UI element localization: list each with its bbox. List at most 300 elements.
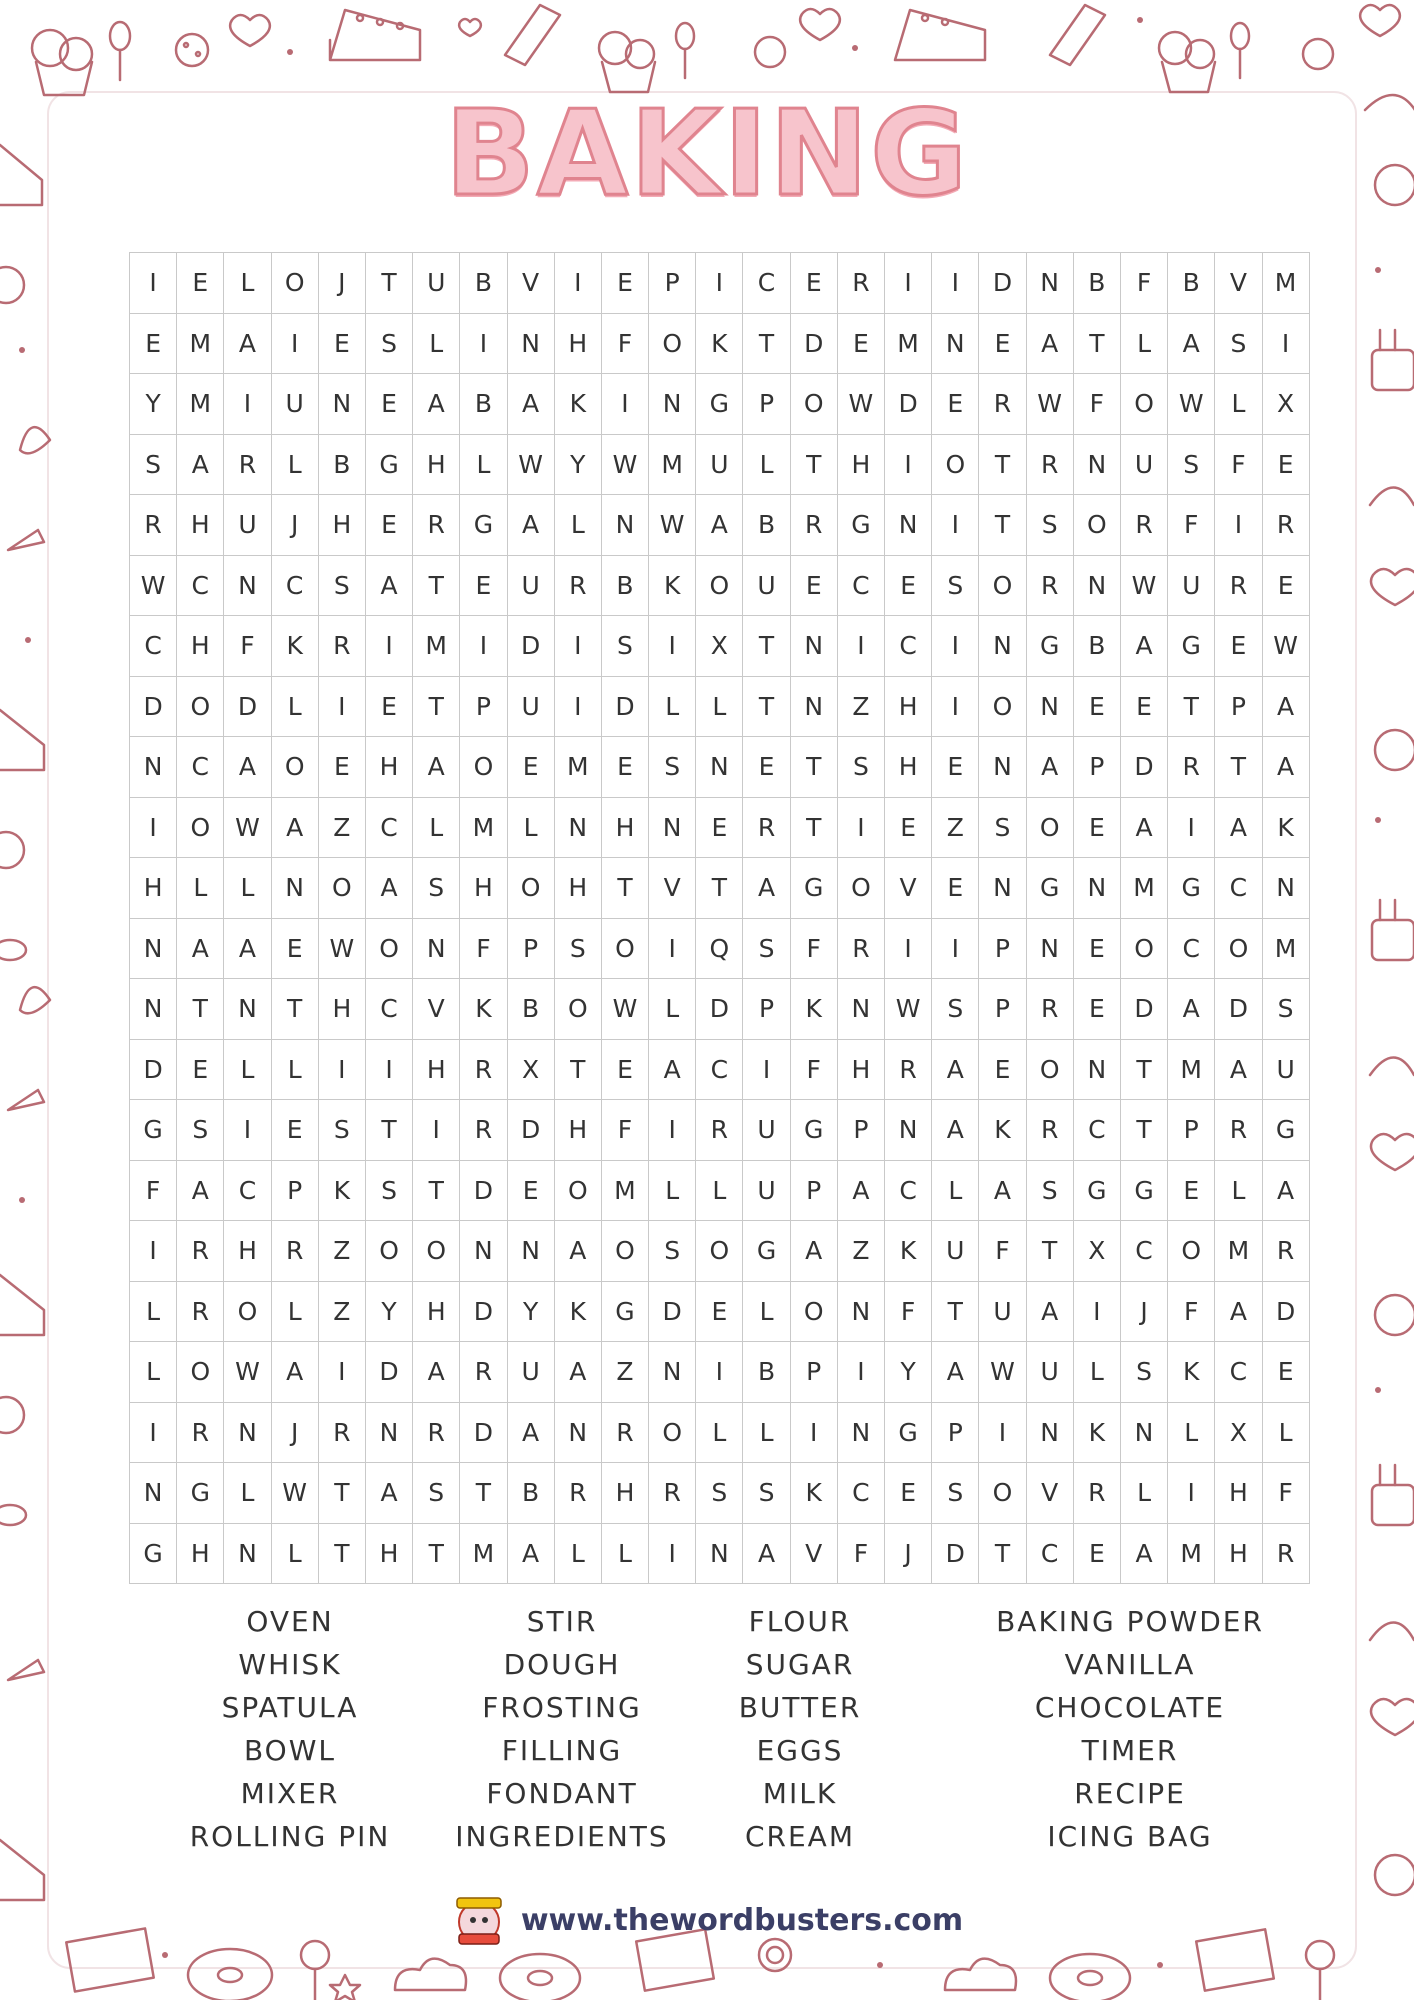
cookie-icon	[0, 1397, 24, 1433]
grid-cell: O	[1121, 919, 1168, 980]
grid-cell: N	[696, 737, 743, 798]
cookie-icon	[0, 832, 24, 868]
spoon-icon	[676, 23, 694, 78]
grid-cell: I	[979, 1403, 1026, 1464]
grid-cell: L	[272, 435, 319, 496]
grid-cell: R	[177, 1403, 224, 1464]
grid-cell: P	[932, 1403, 979, 1464]
word-search-grid	[129, 252, 1310, 1584]
grid-cell: O	[696, 1221, 743, 1282]
grid-cell: E	[1263, 556, 1310, 617]
grid-cell: M	[1168, 1040, 1215, 1101]
grid-cell: E	[602, 253, 649, 314]
grid-cell: G	[838, 495, 885, 556]
birthday-cake-icon	[1372, 330, 1414, 390]
word-column-3	[700, 1600, 900, 1858]
grid-cell: O	[791, 374, 838, 435]
grid-cell: F	[791, 1040, 838, 1101]
grid-cell: L	[649, 677, 696, 738]
grid-cell: E	[979, 1040, 1026, 1101]
grid-cell: I	[932, 677, 979, 738]
grid-cell: X	[1074, 1221, 1121, 1282]
grid-cell: I	[130, 798, 177, 859]
grid-cell: J	[272, 495, 319, 556]
grid-cell: I	[602, 374, 649, 435]
heart-icon	[459, 19, 481, 36]
grid-cell: K	[979, 1100, 1026, 1161]
grid-cell: G	[1263, 1100, 1310, 1161]
grid-cell: W	[272, 1463, 319, 1524]
grid-cell: U	[224, 495, 271, 556]
grid-cell: E	[1074, 677, 1121, 738]
grid-cell: D	[979, 253, 1026, 314]
word-item: ROLLING PIN	[189, 1820, 391, 1853]
grid-cell: O	[979, 677, 1026, 738]
grid-cell: T	[1121, 1040, 1168, 1101]
grid-cell: R	[460, 1100, 507, 1161]
grid-cell: S	[979, 798, 1026, 859]
grid-cell: I	[1215, 495, 1262, 556]
grid-cell: W	[1121, 556, 1168, 617]
grid-cell: O	[1027, 798, 1074, 859]
grid-cell: A	[555, 1342, 602, 1403]
grid-cell: I	[319, 677, 366, 738]
grid-cell: P	[649, 253, 696, 314]
grid-cell: A	[413, 737, 460, 798]
word-item: FILLING	[501, 1734, 623, 1767]
grid-cell: E	[1263, 435, 1310, 496]
grid-cell: A	[508, 1524, 555, 1585]
grid-cell: V	[791, 1524, 838, 1585]
grid-cell: I	[555, 616, 602, 677]
grid-cell: N	[508, 1221, 555, 1282]
grid-cell: S	[413, 1463, 460, 1524]
grid-cell: S	[696, 1463, 743, 1524]
grid-cell: C	[885, 616, 932, 677]
grid-cell: E	[319, 737, 366, 798]
grid-cell: Z	[319, 1282, 366, 1343]
grid-cell: L	[1215, 374, 1262, 435]
grid-cell: U	[743, 1100, 790, 1161]
grid-cell: N	[130, 737, 177, 798]
grid-cell: T	[1027, 1221, 1074, 1282]
grid-cell: A	[508, 374, 555, 435]
word-item: BAKING POWDER	[996, 1605, 1264, 1638]
grid-cell: E	[602, 1040, 649, 1101]
grid-cell: F	[1263, 1463, 1310, 1524]
grid-cell: X	[696, 616, 743, 677]
grid-cell: E	[272, 919, 319, 980]
grid-cell: D	[508, 616, 555, 677]
grid-cell: K	[791, 1463, 838, 1524]
grid-cell: E	[696, 1282, 743, 1343]
grid-cell: U	[508, 1342, 555, 1403]
grid-cell: D	[932, 1524, 979, 1585]
grid-cell: A	[508, 1403, 555, 1464]
grid-cell: H	[460, 858, 507, 919]
grid-cell: R	[555, 556, 602, 617]
grid-cell: V	[1215, 253, 1262, 314]
grid-cell: E	[177, 1040, 224, 1101]
grid-cell: E	[177, 253, 224, 314]
grid-cell: M	[1263, 919, 1310, 980]
grid-cell: E	[979, 314, 1026, 375]
grid-cell: B	[508, 979, 555, 1040]
grid-cell: D	[696, 979, 743, 1040]
grid-cell: T	[1074, 314, 1121, 375]
grid-cell: I	[1263, 314, 1310, 375]
grid-cell: N	[1027, 677, 1074, 738]
grid-cell: I	[460, 314, 507, 375]
word-item: TIMER	[1081, 1734, 1179, 1767]
grid-cell: I	[1168, 798, 1215, 859]
grid-cell: T	[979, 1524, 1026, 1585]
grid-cell: N	[1121, 1403, 1168, 1464]
grid-cell: R	[838, 253, 885, 314]
grid-cell: C	[838, 556, 885, 617]
grid-cell: D	[649, 1282, 696, 1343]
grid-cell: N	[1027, 1403, 1074, 1464]
grid-cell: O	[366, 919, 413, 980]
grid-cell: B	[508, 1463, 555, 1524]
grid-cell: I	[460, 616, 507, 677]
grid-cell: H	[224, 1221, 271, 1282]
cookie-icon	[1375, 1855, 1414, 1895]
grid-cell: F	[602, 1100, 649, 1161]
grid-cell: D	[460, 1282, 507, 1343]
grid-cell: A	[1215, 798, 1262, 859]
grid-cell: I	[791, 1403, 838, 1464]
grid-cell: L	[602, 1524, 649, 1585]
grid-cell: C	[1121, 1221, 1168, 1282]
grid-cell: C	[743, 253, 790, 314]
grid-cell: L	[932, 1161, 979, 1222]
grid-cell: T	[555, 1040, 602, 1101]
grid-cell: S	[649, 737, 696, 798]
grid-cell: O	[649, 314, 696, 375]
grid-cell: R	[1263, 1524, 1310, 1585]
grid-cell: H	[885, 737, 932, 798]
macaron-icon	[0, 1505, 26, 1525]
grid-cell: A	[1215, 1040, 1262, 1101]
cookie-icon	[1303, 39, 1333, 69]
cloud-icon	[945, 1959, 1016, 1990]
word-item: BUTTER	[738, 1691, 862, 1724]
site-url-link[interactable]: www.thewordbusters.com	[520, 1902, 964, 1938]
grid-cell: G	[366, 435, 413, 496]
grid-cell: G	[130, 1524, 177, 1585]
grid-cell: S	[319, 1100, 366, 1161]
grid-cell: Z	[838, 677, 885, 738]
grid-cell: K	[460, 979, 507, 1040]
grid-cell: D	[602, 677, 649, 738]
spoon-icon	[110, 22, 130, 80]
grid-cell: R	[649, 1463, 696, 1524]
cake-slice-icon	[895, 10, 985, 60]
grid-cell: P	[743, 979, 790, 1040]
grid-cell: S	[177, 1100, 224, 1161]
grid-cell: E	[932, 737, 979, 798]
grid-cell: E	[1121, 677, 1168, 738]
grid-cell: E	[366, 374, 413, 435]
grid-cell: N	[224, 556, 271, 617]
grid-cell: A	[1027, 314, 1074, 375]
grid-cell: T	[791, 435, 838, 496]
grid-cell: N	[791, 677, 838, 738]
grid-cell: O	[1074, 495, 1121, 556]
grid-cell: N	[602, 495, 649, 556]
grid-cell: R	[319, 616, 366, 677]
grid-cell: S	[743, 1463, 790, 1524]
grid-cell: E	[932, 374, 979, 435]
word-item: FONDANT	[486, 1777, 638, 1810]
grid-cell: C	[1215, 858, 1262, 919]
grid-cell: L	[1168, 1403, 1215, 1464]
grid-cell: U	[696, 435, 743, 496]
grid-cell: T	[1121, 1100, 1168, 1161]
grid-cell: S	[319, 556, 366, 617]
word-item: FROSTING	[482, 1691, 642, 1724]
grid-cell: N	[979, 858, 1026, 919]
grid-cell: H	[177, 1524, 224, 1585]
grid-cell: O	[1168, 1221, 1215, 1282]
grid-cell: W	[649, 495, 696, 556]
grid-cell: A	[743, 858, 790, 919]
grid-cell: T	[366, 1100, 413, 1161]
grid-cell: P	[1168, 1100, 1215, 1161]
grid-cell: N	[1027, 919, 1074, 980]
heart-icon	[1371, 569, 1414, 605]
grid-cell: A	[366, 556, 413, 617]
grid-cell: A	[1263, 677, 1310, 738]
grid-cell: L	[272, 1040, 319, 1101]
grid-cell: R	[130, 495, 177, 556]
grid-cell: E	[272, 1100, 319, 1161]
grid-cell: H	[1215, 1524, 1262, 1585]
grid-cell: M	[602, 1161, 649, 1222]
grid-cell: L	[272, 677, 319, 738]
grid-cell: A	[696, 495, 743, 556]
grid-cell: F	[1168, 495, 1215, 556]
cake-slice-icon	[0, 1840, 44, 1900]
grid-cell: A	[743, 1524, 790, 1585]
word-item: INGREDIENTS	[455, 1820, 669, 1853]
grid-cell: L	[224, 253, 271, 314]
cookie-icon	[1375, 730, 1414, 770]
grid-cell: T	[177, 979, 224, 1040]
grid-cell: O	[932, 435, 979, 496]
grid-cell: S	[366, 314, 413, 375]
grid-cell: W	[1263, 616, 1310, 677]
grid-cell: H	[885, 677, 932, 738]
grid-cell: I	[413, 1100, 460, 1161]
grid-cell: T	[413, 677, 460, 738]
grid-cell: Y	[130, 374, 177, 435]
grid-cell: F	[130, 1161, 177, 1222]
grid-cell: H	[602, 1463, 649, 1524]
grid-cell: B	[319, 435, 366, 496]
word-item: RECIPE	[1074, 1777, 1186, 1810]
grid-cell: R	[1027, 1100, 1074, 1161]
grid-cell: A	[979, 1161, 1026, 1222]
grid-cell: U	[979, 1282, 1026, 1343]
grid-cell: L	[555, 495, 602, 556]
grid-cell: N	[838, 979, 885, 1040]
grid-cell: F	[1215, 435, 1262, 496]
word-item: WHISK	[238, 1648, 342, 1681]
grid-cell: C	[177, 737, 224, 798]
grid-cell: A	[1168, 314, 1215, 375]
word-item: FLOUR	[748, 1605, 852, 1638]
grid-cell: A	[224, 314, 271, 375]
word-item: MIXER	[240, 1777, 340, 1810]
grid-cell: A	[224, 919, 271, 980]
grid-cell: O	[838, 858, 885, 919]
grid-cell: R	[1263, 1221, 1310, 1282]
grid-cell: U	[743, 1161, 790, 1222]
grid-cell: L	[177, 858, 224, 919]
grid-cell: I	[885, 435, 932, 496]
grid-cell: R	[413, 495, 460, 556]
grid-cell: A	[838, 1161, 885, 1222]
grid-cell: R	[460, 1040, 507, 1101]
grid-cell: N	[224, 1403, 271, 1464]
grid-cell: S	[1027, 495, 1074, 556]
grid-cell: L	[696, 1403, 743, 1464]
grid-cell: K	[1168, 1342, 1215, 1403]
grid-cell: U	[1168, 556, 1215, 617]
grid-cell: N	[555, 798, 602, 859]
grid-cell: D	[130, 677, 177, 738]
grid-cell: W	[602, 435, 649, 496]
ice-cream-cup-icon	[32, 30, 92, 95]
grid-cell: W	[979, 1342, 1026, 1403]
grid-cell: L	[272, 1524, 319, 1585]
grid-cell: I	[130, 1221, 177, 1282]
grid-cell: A	[649, 1040, 696, 1101]
grid-cell: P	[743, 374, 790, 435]
word-item: CHOCOLATE	[1034, 1691, 1226, 1724]
grid-cell: L	[224, 1040, 271, 1101]
grid-cell: G	[791, 1100, 838, 1161]
grid-cell: N	[272, 858, 319, 919]
grid-cell: E	[366, 495, 413, 556]
grid-cell: R	[1027, 556, 1074, 617]
grid-cell: B	[743, 495, 790, 556]
grid-cell: T	[1215, 737, 1262, 798]
grid-cell: I	[932, 495, 979, 556]
grid-cell: R	[1263, 495, 1310, 556]
grid-cell: C	[1027, 1524, 1074, 1585]
spoon-icon	[1231, 23, 1249, 78]
grid-cell: T	[979, 495, 1026, 556]
grid-cell: U	[743, 556, 790, 617]
grid-cell: W	[1027, 374, 1074, 435]
grid-cell: R	[1027, 435, 1074, 496]
grid-cell: L	[743, 1403, 790, 1464]
grid-cell: N	[130, 979, 177, 1040]
grid-cell: P	[979, 979, 1026, 1040]
grid-cell: B	[460, 374, 507, 435]
grid-cell: T	[413, 1161, 460, 1222]
grid-cell: D	[1121, 979, 1168, 1040]
grid-cell: O	[602, 919, 649, 980]
grid-cell: T	[460, 1463, 507, 1524]
grid-cell: F	[979, 1221, 1026, 1282]
grid-cell: R	[1168, 737, 1215, 798]
grid-cell: A	[1027, 1282, 1074, 1343]
grid-cell: S	[743, 919, 790, 980]
grid-cell: I	[224, 1100, 271, 1161]
grid-cell: N	[413, 919, 460, 980]
grid-cell: P	[272, 1161, 319, 1222]
grid-cell: K	[272, 616, 319, 677]
croissant-icon	[1370, 1623, 1414, 1641]
grid-cell: A	[932, 1342, 979, 1403]
grid-cell: A	[366, 858, 413, 919]
grid-cell: P	[1215, 677, 1262, 738]
grid-cell: R	[177, 1282, 224, 1343]
grid-cell: T	[696, 858, 743, 919]
grid-cell: E	[838, 314, 885, 375]
grid-cell: N	[460, 1221, 507, 1282]
grid-cell: C	[177, 556, 224, 617]
grid-cell: I	[555, 677, 602, 738]
grid-cell: M	[460, 798, 507, 859]
grid-cell: V	[649, 858, 696, 919]
grid-cell: L	[649, 979, 696, 1040]
grid-cell: M	[1121, 858, 1168, 919]
grid-cell: E	[791, 556, 838, 617]
donut-icon	[1050, 1954, 1130, 2000]
grid-cell: E	[366, 677, 413, 738]
grid-cell: T	[979, 435, 1026, 496]
grid-cell: O	[649, 1403, 696, 1464]
grid-cell: R	[791, 495, 838, 556]
macaron-icon	[0, 940, 26, 960]
grid-cell: D	[366, 1342, 413, 1403]
grid-cell: L	[272, 1282, 319, 1343]
grid-cell: S	[602, 616, 649, 677]
grid-cell: I	[366, 1040, 413, 1101]
grid-cell: A	[791, 1221, 838, 1282]
birthday-cake-icon	[1372, 900, 1414, 960]
grid-cell: R	[838, 919, 885, 980]
grid-cell: E	[130, 314, 177, 375]
grid-cell: I	[272, 314, 319, 375]
grid-cell: Z	[602, 1342, 649, 1403]
word-column-4	[960, 1600, 1300, 1858]
grid-cell: N	[224, 979, 271, 1040]
grid-cell: N	[979, 737, 1026, 798]
grid-cell: R	[224, 435, 271, 496]
word-item: SUGAR	[745, 1648, 855, 1681]
grid-cell: L	[460, 435, 507, 496]
grid-cell: S	[932, 1463, 979, 1524]
grid-cell: I	[1074, 1282, 1121, 1343]
grid-cell: L	[555, 1524, 602, 1585]
heart-icon	[800, 9, 840, 40]
grid-cell: L	[413, 798, 460, 859]
grid-cell: E	[885, 798, 932, 859]
grid-cell: T	[413, 1524, 460, 1585]
grid-cell: I	[1168, 1463, 1215, 1524]
grid-cell: R	[319, 1403, 366, 1464]
grid-cell: O	[272, 737, 319, 798]
word-item: EGGS	[756, 1734, 844, 1767]
grid-cell: K	[791, 979, 838, 1040]
grid-cell: N	[366, 1403, 413, 1464]
